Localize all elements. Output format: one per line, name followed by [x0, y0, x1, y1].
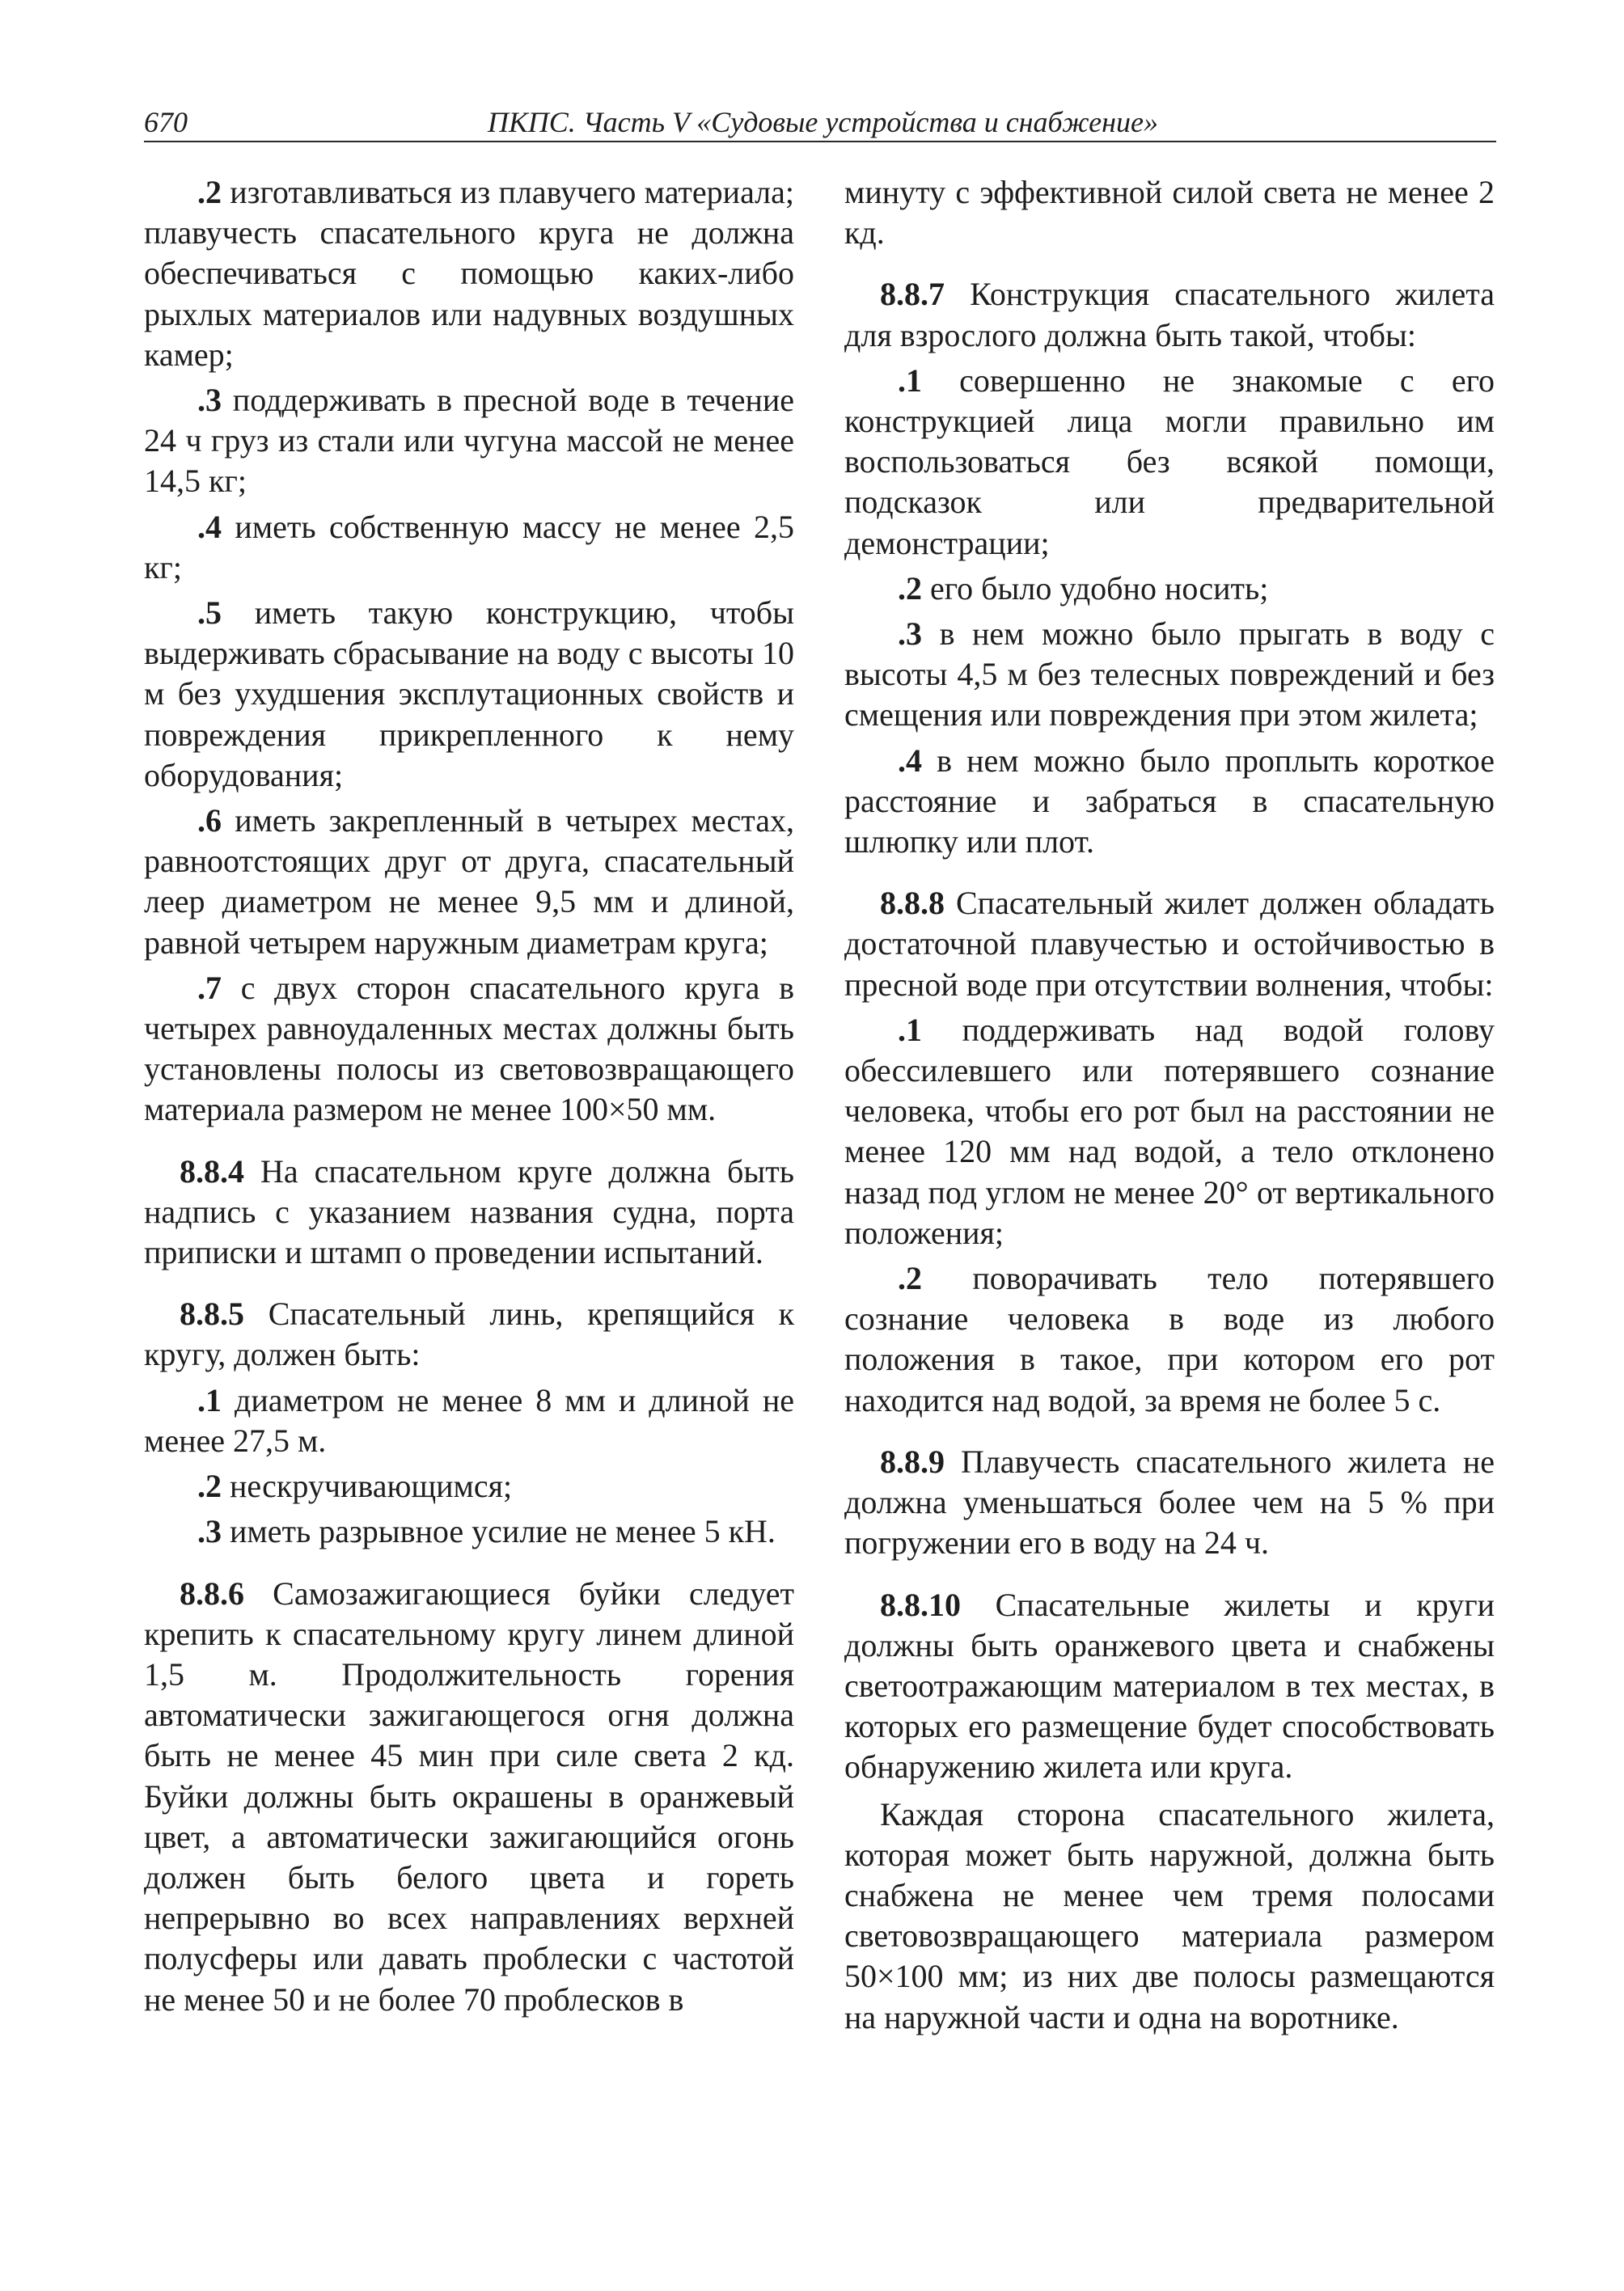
list-item: [144, 380, 794, 502]
clause-number: .4: [197, 508, 222, 545]
clause-number: 8.8.6: [180, 1575, 244, 1612]
clause-number: 8.8.7: [880, 276, 945, 313]
clause-text: совершенно не знакомые с его конструкцией лица могли правильно им воспользоваться без всякой помощи, подсказок или предварительной демонстрации;: [844, 361, 1495, 561]
list-item: [144, 801, 794, 963]
clause-number: .2: [898, 569, 922, 607]
clause-text: поддерживать в пресной воде в течение 24 ч груз из стали или чугуна массой не менее 14,5 кг;: [144, 382, 795, 500]
clause-text: нескручивающимся;: [230, 1468, 513, 1505]
clause-text: иметь разрывное усилие не менее 5 кН.: [230, 1513, 776, 1550]
list-item: [144, 1466, 794, 1507]
clause-text: Спасательные жилеты и круги должны быть оранжевого цвета и снабжены светоотражающим материалом в тех местах, в которых его размещение будет способствовать обнаружению жилета или круга.: [844, 1586, 1495, 1786]
clause-text: Самозажигающиеся буйки следует крепить к спасательному кругу линем длиной 1,5 м. Продолжительность горения автоматически зажигающегося огня должна быть не менее 45 мин при силе света 2 кд. Буйки должны быть окрашены в оранжевый цвет, а автоматически зажигающийся огонь должен быть белого цвета и гореть непрерывно во всех направлениях верхней полусферы или давать проблески с частотой не менее 50 и не более 70 проблесков в: [144, 1575, 794, 2018]
clause-number: .1: [898, 1011, 922, 1048]
clause-text: поворачивать тело потерявшего сознание человека в воде из любого положения в такое, при котором его рот находится над водой, за время не более 5 с.: [844, 1260, 1495, 1418]
clause-number: .3: [898, 615, 922, 653]
clause-number: .5: [197, 594, 222, 632]
clause-text: его было удобно носить;: [930, 569, 1269, 607]
list-item: [844, 741, 1495, 863]
clause-text: Плавучесть спасательного жилета не должна уменьшаться более чем на 5 % при погружении его в воду на 24 ч.: [844, 1443, 1495, 1562]
list-item: [844, 1010, 1495, 1253]
clause-number: .4: [898, 742, 922, 779]
left-column: [144, 172, 794, 2020]
clause-text: поддерживать над водой голову обессилевшего или потерявшего сознание человека, чтобы его рот был на расстоянии не менее 120 мм над водой, а тело отклонено назад под углом не менее 20° от вертикального положения;: [844, 1011, 1495, 1251]
list-item: [144, 593, 794, 796]
list-item: [844, 1258, 1495, 1421]
page-number: 670: [144, 106, 188, 138]
clause-text: в нем можно было прыгать в воду с высоты 4,5 м без телесных повреждений и без смещения или повреждения при этом жилета;: [844, 615, 1495, 733]
clause-text: диаметром не менее 8 мм и длиной не менее 27,5 м.: [144, 1381, 795, 1459]
clause-number: 8.8.5: [180, 1296, 244, 1333]
clause-text: Конструкция спасательного жилета для взрослого должна быть такой, чтобы:: [844, 276, 1495, 353]
header-title: ПКПС. Часть V «Судовые устройства и снабжение»: [487, 106, 1158, 138]
section-paragraph: [144, 1294, 794, 1375]
list-item: [144, 172, 794, 375]
clause-number: .1: [898, 361, 922, 399]
clause-text: иметь собственную массу не менее 2,5 кг;: [144, 508, 794, 585]
clause-number: 8.8.9: [880, 1443, 945, 1480]
clause-number: .3: [197, 382, 222, 419]
section-paragraph: [844, 883, 1495, 1005]
list-item: [144, 1511, 794, 1552]
clause-number: .1: [197, 1381, 222, 1418]
clause-text: с двух сторон спасательного круга в четырех равноудаленных местах должны быть установлены полосы из световозвращающего материала размером не менее 100×50 мм.: [144, 969, 794, 1128]
clause-text: Каждая сторона спасательного жилета, которая может быть наружной, должна быть снабжена не менее чем тремя полосами световозвращающего материала размером 50×100 мм; из них две полосы размещаются на наружной части и одна на воротнике.: [844, 1795, 1495, 2035]
right-column: [844, 172, 1495, 2038]
clause-text: Спасательный жилет должен обладать достаточной плавучестью и остойчивостью в пресной воде при отсутствии волнения, чтобы:: [844, 885, 1495, 1003]
section-paragraph: [844, 1442, 1495, 1564]
list-item: [844, 614, 1495, 736]
text-paragraph: [844, 1794, 1495, 2038]
clause-text: иметь закрепленный в четырех местах, равноотстоящих друг от друга, спасательный леер диаметром не менее 9,5 мм и длиной, равной четырем наружным диаметрам круга;: [144, 802, 795, 961]
clause-text: иметь такую конструкцию, чтобы выдерживать сбрасывание на воду с высоты 10 м без ухудшения эксплутационных свойств и повреждения прикрепленного к нему оборудования;: [144, 594, 794, 793]
clause-text: минуту с эффективной силой света не менее 2 кд.: [844, 174, 1495, 252]
list-item: [844, 569, 1495, 609]
clause-number: .7: [197, 969, 222, 1006]
list-item: [144, 968, 794, 1131]
running-header: [144, 104, 1496, 142]
text-paragraph: [844, 172, 1495, 253]
clause-number: 8.8.4: [180, 1152, 244, 1190]
section-paragraph: [144, 1152, 794, 1274]
clause-number: 8.8.10: [880, 1586, 961, 1623]
clause-number: .2: [197, 1468, 222, 1505]
section-paragraph: [844, 274, 1495, 355]
list-item: [844, 361, 1495, 564]
clause-text: изготавливаться из плавучего материала; плавучесть спасательного круга не должна обеспечиваться с помощью каких-либо рыхлых материалов или надувных воздушных камер;: [144, 174, 795, 373]
list-item: [144, 507, 794, 588]
clause-text: На спасательном круге должна быть надпись с указанием названия судна, порта приписки и штамп о проведении испытаний.: [144, 1152, 795, 1271]
list-item: [144, 1380, 794, 1461]
clause-number: .2: [197, 174, 222, 210]
section-paragraph: [844, 1585, 1495, 1788]
clause-number: .2: [898, 1260, 922, 1297]
section-paragraph: [144, 1574, 794, 2020]
clause-text: в нем можно было проплыть короткое расстояние и забраться в спасательную шлюпку или плот.: [844, 742, 1495, 860]
clause-number: 8.8.8: [880, 885, 945, 922]
clause-number: .3: [197, 1513, 222, 1550]
clause-text: Спасательный линь, крепящийся к кругу, должен быть:: [144, 1296, 794, 1373]
clause-number: .6: [197, 802, 222, 839]
